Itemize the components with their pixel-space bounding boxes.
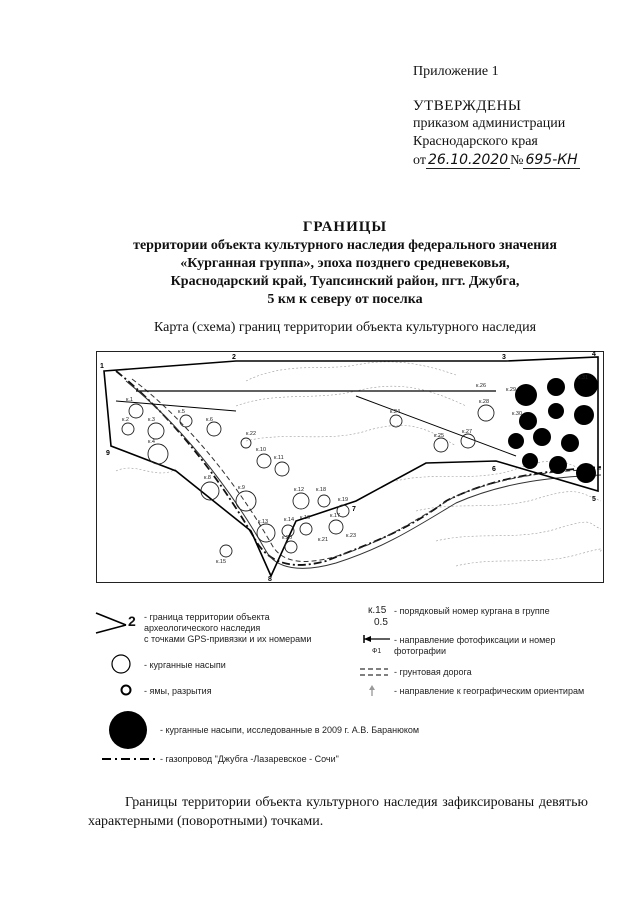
svg-text:к.25: к.25 bbox=[434, 433, 445, 439]
handwritten-number: 695-КН bbox=[525, 152, 578, 168]
svg-text:к.28: к.28 bbox=[479, 399, 490, 405]
svg-text:8: 8 bbox=[268, 576, 272, 583]
svg-text:к.30: к.30 bbox=[512, 411, 523, 417]
svg-text:к.13: к.13 bbox=[258, 519, 269, 525]
pipeline-legend-icon bbox=[100, 754, 160, 764]
svg-text:к.9: к.9 bbox=[238, 485, 245, 491]
approval-block bbox=[413, 97, 580, 170]
closing-paragraph: Границы территории объекта культурного наследия зафиксированы девятью характерными (поворотными) точками. bbox=[88, 795, 588, 829]
photo-legend-icon bbox=[360, 634, 392, 644]
north-arrow-icon bbox=[366, 684, 378, 698]
approved-line-1: приказом администрации bbox=[413, 116, 566, 131]
document-title: ГРАНИЦЫ bbox=[302, 219, 388, 235]
svg-text:к.20: к.20 bbox=[282, 535, 293, 541]
svg-text:к.18: к.18 bbox=[316, 487, 327, 493]
number-sign: № bbox=[510, 153, 524, 168]
svg-text:к.16: к.16 bbox=[300, 515, 311, 521]
svg-text:3: 3 bbox=[502, 354, 506, 361]
title-line-4: 5 км к северу от поселка bbox=[267, 292, 423, 307]
svg-text:4: 4 bbox=[592, 351, 596, 358]
date-prefix: от bbox=[413, 153, 426, 168]
svg-text:7: 7 bbox=[352, 506, 356, 513]
svg-text:к.12: к.12 bbox=[294, 487, 305, 493]
pipeline-legend-text: - газопровод "Джубга -Лазаревское - Сочи" bbox=[160, 754, 339, 764]
title-line-3: Краснодарский край, Туапсинский район, пгт. Джубга, bbox=[170, 274, 520, 289]
pits-legend-text: - ямы, разрытия bbox=[144, 686, 212, 696]
svg-text:к.3: к.3 bbox=[148, 417, 155, 423]
excavated-legend-text: - курганные насыпи, исследованные в 2009 г. А.В. Баранюком bbox=[160, 725, 420, 735]
approved-line-2: Краснодарского края bbox=[413, 134, 538, 149]
mound-legend-text: - курганные насыпи bbox=[144, 660, 226, 670]
road-legend-icon bbox=[358, 666, 390, 678]
svg-text:к.6: к.6 bbox=[206, 417, 213, 423]
pit-legend-icon bbox=[119, 683, 133, 697]
excavated-legend-icon bbox=[108, 710, 148, 750]
height-sample: 0.5 bbox=[374, 617, 388, 628]
boundary-legend-text: - граница территории объекта археологического наследия с точками GPS-привязки и их номерами bbox=[144, 612, 312, 644]
svg-text:к.8: к.8 bbox=[204, 475, 211, 481]
north-legend-text: - направление к географическим ориентирам bbox=[394, 686, 585, 696]
photo-legend-text: - направление фотофиксации и номер фотографии bbox=[394, 635, 556, 656]
svg-text:5: 5 bbox=[592, 496, 596, 503]
approval-date-line bbox=[413, 151, 580, 170]
svg-text:к.4: к.4 bbox=[148, 439, 155, 445]
svg-text:к.11: к.11 bbox=[274, 455, 284, 461]
svg-text:к.19: к.19 bbox=[338, 497, 349, 503]
svg-text:2: 2 bbox=[232, 354, 236, 361]
svg-text:к.22: к.22 bbox=[246, 431, 257, 437]
svg-text:к.31: к.31 bbox=[578, 375, 589, 381]
svg-text:к.17: к.17 bbox=[330, 513, 341, 519]
svg-text:к.23: к.23 bbox=[346, 533, 357, 539]
svg-text:к.21: к.21 bbox=[318, 537, 329, 543]
svg-text:к.10: к.10 bbox=[256, 447, 267, 453]
svg-text:к.2: к.2 bbox=[122, 417, 129, 423]
approved-title: УТВЕРЖДЕНЫ bbox=[413, 98, 522, 114]
number-legend-text: - порядковый номер кургана в группе bbox=[394, 606, 550, 616]
svg-text:к.15: к.15 bbox=[216, 559, 227, 565]
title-line-1: территории объекта культурного наследия федерального значения bbox=[133, 238, 557, 253]
boundary-marker: 2 bbox=[128, 613, 136, 629]
svg-text:к.29: к.29 bbox=[506, 387, 517, 393]
road-legend-text: - грунтовая дорога bbox=[394, 667, 472, 677]
svg-text:1: 1 bbox=[100, 363, 104, 370]
svg-text:9: 9 bbox=[106, 450, 110, 457]
handwritten-date: 26.10.2020 bbox=[427, 152, 509, 168]
svg-text:к.27: к.27 bbox=[462, 429, 473, 435]
title-line-2: «Курганная группа», эпоха позднего средневековья, bbox=[180, 256, 510, 271]
number-sample: к.15 bbox=[368, 605, 387, 616]
appendix-label: Приложение 1 bbox=[413, 64, 499, 79]
svg-text:6: 6 bbox=[492, 466, 496, 473]
svg-text:к.24: к.24 bbox=[390, 409, 401, 415]
map-subtitle: Карта (схема) границ территории объекта культурного наследия bbox=[153, 320, 537, 335]
photo-marker: Ф1 bbox=[372, 648, 382, 655]
svg-text:к.1: к.1 bbox=[126, 397, 133, 403]
boundary-map bbox=[96, 351, 604, 583]
svg-text:к.5: к.5 bbox=[178, 409, 185, 415]
svg-text:к.14: к.14 bbox=[284, 517, 295, 523]
svg-text:к.26: к.26 bbox=[476, 383, 487, 389]
mound-legend-icon bbox=[110, 653, 132, 675]
